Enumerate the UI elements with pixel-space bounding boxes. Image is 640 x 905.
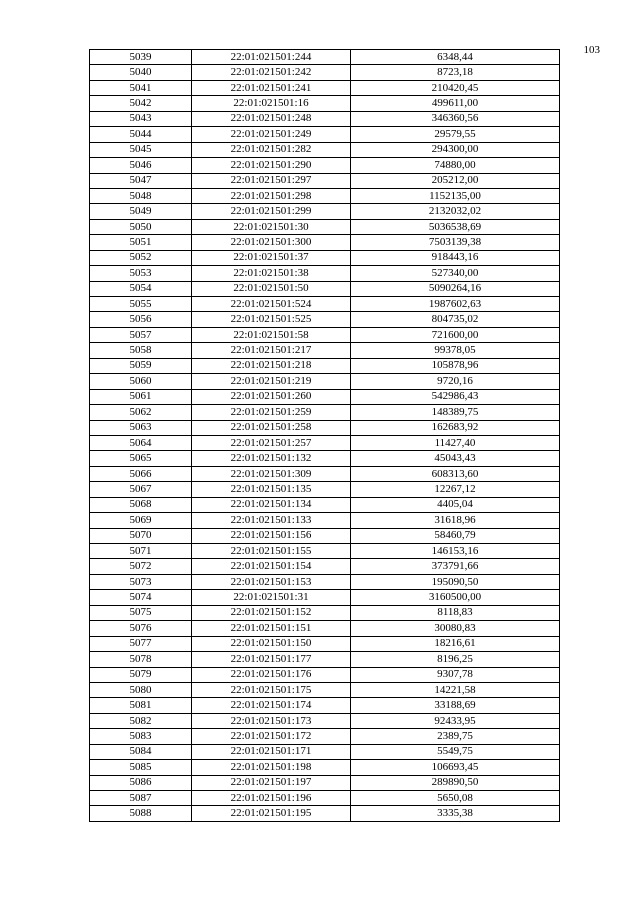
value-cell: 33188,69 bbox=[351, 698, 560, 713]
value-cell: 721600,00 bbox=[351, 327, 560, 342]
table-row bbox=[90, 605, 560, 620]
row-number-cell: 5051 bbox=[90, 235, 192, 250]
cadastral-number-cell: 22:01:021501:217 bbox=[192, 343, 351, 358]
row-number-cell: 5082 bbox=[90, 713, 192, 728]
table-row bbox=[90, 204, 560, 219]
table-row bbox=[90, 96, 560, 111]
value-cell: 6348,44 bbox=[351, 50, 560, 65]
value-cell: 58460,79 bbox=[351, 528, 560, 543]
value-cell: 9307,78 bbox=[351, 667, 560, 682]
row-number-cell: 5067 bbox=[90, 482, 192, 497]
table-row bbox=[90, 590, 560, 605]
row-number-cell: 5083 bbox=[90, 729, 192, 744]
table-row bbox=[90, 281, 560, 296]
row-number-cell: 5066 bbox=[90, 466, 192, 481]
cadastral-number-cell: 22:01:021501:132 bbox=[192, 451, 351, 466]
value-cell: 1152135,00 bbox=[351, 188, 560, 203]
cadastral-number-cell: 22:01:021501:241 bbox=[192, 80, 351, 95]
cadastral-number-cell: 22:01:021501:198 bbox=[192, 760, 351, 775]
value-cell: 8723,18 bbox=[351, 65, 560, 80]
value-cell: 2389,75 bbox=[351, 729, 560, 744]
table-row bbox=[90, 374, 560, 389]
value-cell: 31618,96 bbox=[351, 513, 560, 528]
table-row bbox=[90, 775, 560, 790]
cadastral-number-cell: 22:01:021501:258 bbox=[192, 420, 351, 435]
row-number-cell: 5078 bbox=[90, 652, 192, 667]
cadastral-number-cell: 22:01:021501:290 bbox=[192, 158, 351, 173]
value-cell: 106693,45 bbox=[351, 760, 560, 775]
cadastral-number-cell: 22:01:021501:58 bbox=[192, 327, 351, 342]
value-cell: 8118,83 bbox=[351, 605, 560, 620]
value-cell: 4405,04 bbox=[351, 497, 560, 512]
value-cell: 1987602,63 bbox=[351, 297, 560, 312]
value-cell: 542986,43 bbox=[351, 389, 560, 404]
cadastral-number-cell: 22:01:021501:257 bbox=[192, 435, 351, 450]
row-number-cell: 5069 bbox=[90, 513, 192, 528]
table-row bbox=[90, 173, 560, 188]
table-row bbox=[90, 358, 560, 373]
value-cell: 29579,55 bbox=[351, 127, 560, 142]
row-number-cell: 5084 bbox=[90, 744, 192, 759]
value-cell: 5090264,16 bbox=[351, 281, 560, 296]
row-number-cell: 5063 bbox=[90, 420, 192, 435]
table-row bbox=[90, 235, 560, 250]
value-cell: 5549,75 bbox=[351, 744, 560, 759]
row-number-cell: 5040 bbox=[90, 65, 192, 80]
cadastral-number-cell: 22:01:021501:219 bbox=[192, 374, 351, 389]
cadastral-number-cell: 22:01:021501:309 bbox=[192, 466, 351, 481]
cadastral-number-cell: 22:01:021501:300 bbox=[192, 235, 351, 250]
table-row bbox=[90, 729, 560, 744]
cadastral-number-cell: 22:01:021501:524 bbox=[192, 297, 351, 312]
row-number-cell: 5057 bbox=[90, 327, 192, 342]
cadastral-number-cell: 22:01:021501:260 bbox=[192, 389, 351, 404]
row-number-cell: 5052 bbox=[90, 250, 192, 265]
table-row bbox=[90, 158, 560, 173]
table-row bbox=[90, 744, 560, 759]
row-number-cell: 5059 bbox=[90, 358, 192, 373]
value-cell: 8196,25 bbox=[351, 652, 560, 667]
table-row bbox=[90, 760, 560, 775]
value-cell: 9720,16 bbox=[351, 374, 560, 389]
row-number-cell: 5044 bbox=[90, 127, 192, 142]
table-row bbox=[90, 497, 560, 512]
value-cell: 373791,66 bbox=[351, 559, 560, 574]
row-number-cell: 5053 bbox=[90, 266, 192, 281]
row-number-cell: 5062 bbox=[90, 405, 192, 420]
row-number-cell: 5080 bbox=[90, 682, 192, 697]
cadastral-number-cell: 22:01:021501:298 bbox=[192, 188, 351, 203]
row-number-cell: 5072 bbox=[90, 559, 192, 574]
cadastral-number-cell: 22:01:021501:525 bbox=[192, 312, 351, 327]
value-cell: 148389,75 bbox=[351, 405, 560, 420]
table-row bbox=[90, 652, 560, 667]
table-row bbox=[90, 528, 560, 543]
row-number-cell: 5087 bbox=[90, 791, 192, 806]
table-row bbox=[90, 327, 560, 342]
value-cell: 14221,58 bbox=[351, 682, 560, 697]
page-number: 103 bbox=[583, 44, 600, 56]
row-number-cell: 5064 bbox=[90, 435, 192, 450]
value-cell: 294300,00 bbox=[351, 142, 560, 157]
value-cell: 195090,50 bbox=[351, 574, 560, 589]
cadastral-number-cell: 22:01:021501:177 bbox=[192, 652, 351, 667]
table-row bbox=[90, 127, 560, 142]
cadastral-number-cell: 22:01:021501:176 bbox=[192, 667, 351, 682]
cadastral-number-cell: 22:01:021501:38 bbox=[192, 266, 351, 281]
cadastral-number-cell: 22:01:021501:249 bbox=[192, 127, 351, 142]
value-cell: 30080,83 bbox=[351, 621, 560, 636]
cadastral-number-cell: 22:01:021501:37 bbox=[192, 250, 351, 265]
cadastral-number-cell: 22:01:021501:31 bbox=[192, 590, 351, 605]
cadastral-number-cell: 22:01:021501:172 bbox=[192, 729, 351, 744]
table-row bbox=[90, 466, 560, 481]
row-number-cell: 5050 bbox=[90, 219, 192, 234]
table-row bbox=[90, 50, 560, 65]
cadastral-number-cell: 22:01:021501:135 bbox=[192, 482, 351, 497]
table-row bbox=[90, 574, 560, 589]
table-row bbox=[90, 219, 560, 234]
cadastral-number-cell: 22:01:021501:175 bbox=[192, 682, 351, 697]
cadastral-number-cell: 22:01:021501:218 bbox=[192, 358, 351, 373]
table-row bbox=[90, 266, 560, 281]
row-number-cell: 5055 bbox=[90, 297, 192, 312]
value-cell: 18216,61 bbox=[351, 636, 560, 651]
row-number-cell: 5081 bbox=[90, 698, 192, 713]
cadastral-number-cell: 22:01:021501:197 bbox=[192, 775, 351, 790]
table-row bbox=[90, 420, 560, 435]
value-cell: 205212,00 bbox=[351, 173, 560, 188]
cadastral-number-cell: 22:01:021501:196 bbox=[192, 791, 351, 806]
value-cell: 162683,92 bbox=[351, 420, 560, 435]
table-row bbox=[90, 142, 560, 157]
cadastral-table bbox=[89, 49, 560, 822]
table-row bbox=[90, 544, 560, 559]
table-row bbox=[90, 451, 560, 466]
cadastral-number-cell: 22:01:021501:133 bbox=[192, 513, 351, 528]
cadastral-number-cell: 22:01:021501:171 bbox=[192, 744, 351, 759]
cadastral-number-cell: 22:01:021501:282 bbox=[192, 142, 351, 157]
table-row bbox=[90, 80, 560, 95]
table-row bbox=[90, 513, 560, 528]
value-cell: 499611,00 bbox=[351, 96, 560, 111]
value-cell: 346360,56 bbox=[351, 111, 560, 126]
value-cell: 3160500,00 bbox=[351, 590, 560, 605]
value-cell: 608313,60 bbox=[351, 466, 560, 481]
cadastral-number-cell: 22:01:021501:174 bbox=[192, 698, 351, 713]
table-row bbox=[90, 250, 560, 265]
table-row bbox=[90, 559, 560, 574]
cadastral-number-cell: 22:01:021501:134 bbox=[192, 497, 351, 512]
row-number-cell: 5047 bbox=[90, 173, 192, 188]
row-number-cell: 5061 bbox=[90, 389, 192, 404]
row-number-cell: 5088 bbox=[90, 806, 192, 821]
value-cell: 7503139,38 bbox=[351, 235, 560, 250]
value-cell: 92433,95 bbox=[351, 713, 560, 728]
cadastral-number-cell: 22:01:021501:242 bbox=[192, 65, 351, 80]
table-row bbox=[90, 435, 560, 450]
table-row bbox=[90, 713, 560, 728]
table-row bbox=[90, 111, 560, 126]
table-row bbox=[90, 698, 560, 713]
table-row bbox=[90, 482, 560, 497]
table-row bbox=[90, 312, 560, 327]
cadastral-number-cell: 22:01:021501:259 bbox=[192, 405, 351, 420]
table-row bbox=[90, 806, 560, 821]
row-number-cell: 5043 bbox=[90, 111, 192, 126]
table-row bbox=[90, 682, 560, 697]
row-number-cell: 5045 bbox=[90, 142, 192, 157]
row-number-cell: 5065 bbox=[90, 451, 192, 466]
row-number-cell: 5041 bbox=[90, 80, 192, 95]
cadastral-number-cell: 22:01:021501:154 bbox=[192, 559, 351, 574]
row-number-cell: 5070 bbox=[90, 528, 192, 543]
table-row bbox=[90, 405, 560, 420]
value-cell: 3335,38 bbox=[351, 806, 560, 821]
value-cell: 105878,96 bbox=[351, 358, 560, 373]
row-number-cell: 5074 bbox=[90, 590, 192, 605]
value-cell: 11427,40 bbox=[351, 435, 560, 450]
value-cell: 5036538,69 bbox=[351, 219, 560, 234]
value-cell: 12267,12 bbox=[351, 482, 560, 497]
cadastral-number-cell: 22:01:021501:50 bbox=[192, 281, 351, 296]
row-number-cell: 5086 bbox=[90, 775, 192, 790]
row-number-cell: 5071 bbox=[90, 544, 192, 559]
row-number-cell: 5054 bbox=[90, 281, 192, 296]
row-number-cell: 5058 bbox=[90, 343, 192, 358]
row-number-cell: 5039 bbox=[90, 50, 192, 65]
value-cell: 289890,50 bbox=[351, 775, 560, 790]
table-row bbox=[90, 188, 560, 203]
table-row bbox=[90, 389, 560, 404]
cadastral-number-cell: 22:01:021501:244 bbox=[192, 50, 351, 65]
value-cell: 146153,16 bbox=[351, 544, 560, 559]
table-row bbox=[90, 791, 560, 806]
cadastral-number-cell: 22:01:021501:195 bbox=[192, 806, 351, 821]
table-row bbox=[90, 65, 560, 80]
cadastral-number-cell: 22:01:021501:152 bbox=[192, 605, 351, 620]
cadastral-number-cell: 22:01:021501:151 bbox=[192, 621, 351, 636]
table-row bbox=[90, 667, 560, 682]
row-number-cell: 5056 bbox=[90, 312, 192, 327]
row-number-cell: 5073 bbox=[90, 574, 192, 589]
table-row bbox=[90, 621, 560, 636]
cadastral-number-cell: 22:01:021501:299 bbox=[192, 204, 351, 219]
table-row bbox=[90, 343, 560, 358]
cadastral-number-cell: 22:01:021501:16 bbox=[192, 96, 351, 111]
row-number-cell: 5060 bbox=[90, 374, 192, 389]
value-cell: 2132032,02 bbox=[351, 204, 560, 219]
row-number-cell: 5068 bbox=[90, 497, 192, 512]
row-number-cell: 5075 bbox=[90, 605, 192, 620]
cadastral-number-cell: 22:01:021501:173 bbox=[192, 713, 351, 728]
value-cell: 5650,08 bbox=[351, 791, 560, 806]
value-cell: 99378,05 bbox=[351, 343, 560, 358]
row-number-cell: 5085 bbox=[90, 760, 192, 775]
cadastral-number-cell: 22:01:021501:153 bbox=[192, 574, 351, 589]
table-body bbox=[90, 50, 560, 822]
row-number-cell: 5079 bbox=[90, 667, 192, 682]
value-cell: 210420,45 bbox=[351, 80, 560, 95]
row-number-cell: 5077 bbox=[90, 636, 192, 651]
cadastral-number-cell: 22:01:021501:297 bbox=[192, 173, 351, 188]
value-cell: 74880,00 bbox=[351, 158, 560, 173]
row-number-cell: 5049 bbox=[90, 204, 192, 219]
table-row bbox=[90, 297, 560, 312]
value-cell: 45043,43 bbox=[351, 451, 560, 466]
row-number-cell: 5076 bbox=[90, 621, 192, 636]
cadastral-number-cell: 22:01:021501:155 bbox=[192, 544, 351, 559]
row-number-cell: 5042 bbox=[90, 96, 192, 111]
row-number-cell: 5048 bbox=[90, 188, 192, 203]
cadastral-number-cell: 22:01:021501:156 bbox=[192, 528, 351, 543]
value-cell: 918443,16 bbox=[351, 250, 560, 265]
value-cell: 804735,02 bbox=[351, 312, 560, 327]
cadastral-number-cell: 22:01:021501:248 bbox=[192, 111, 351, 126]
cadastral-number-cell: 22:01:021501:150 bbox=[192, 636, 351, 651]
value-cell: 527340,00 bbox=[351, 266, 560, 281]
row-number-cell: 5046 bbox=[90, 158, 192, 173]
table-row bbox=[90, 636, 560, 651]
cadastral-number-cell: 22:01:021501:30 bbox=[192, 219, 351, 234]
